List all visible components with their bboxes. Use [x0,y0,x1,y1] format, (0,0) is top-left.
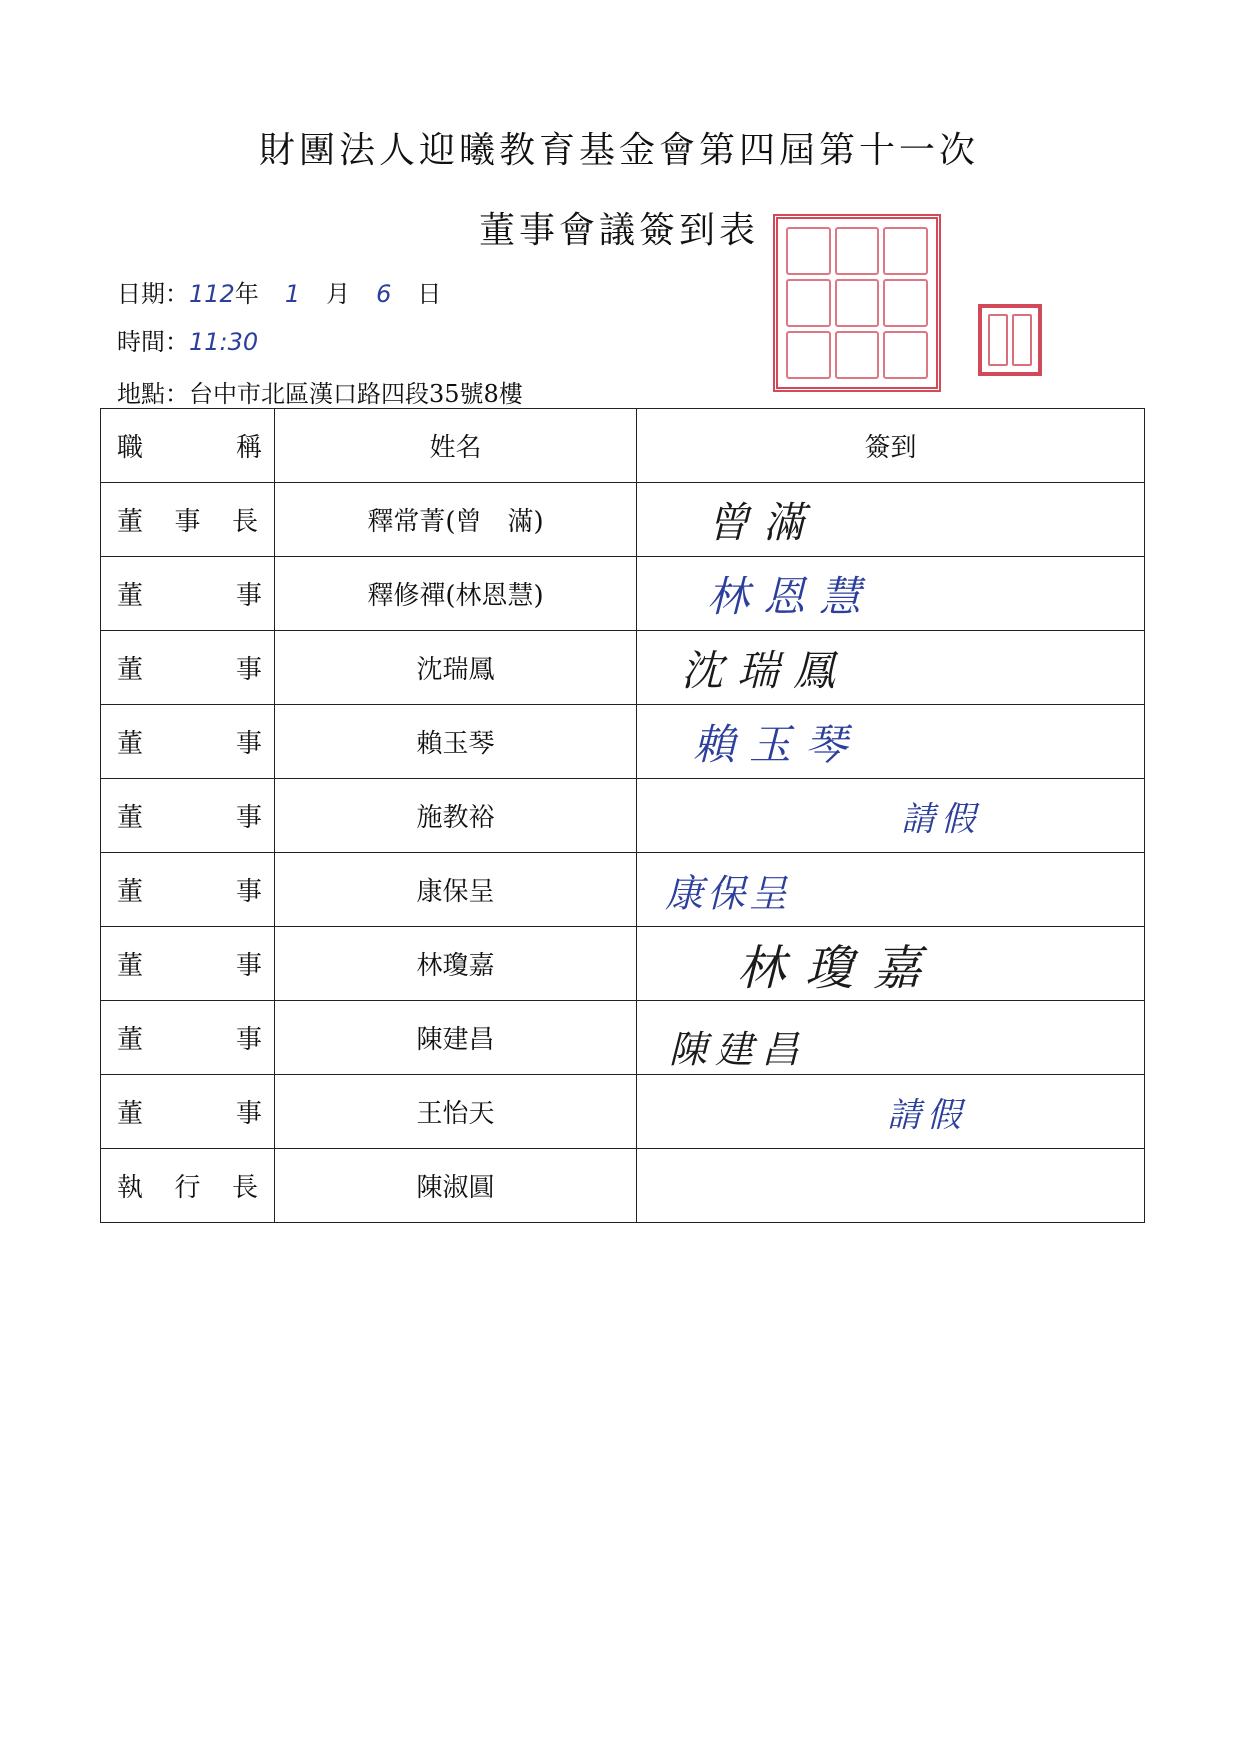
date-year: 112 [189,280,235,308]
role-cell: 董 事 [101,557,275,631]
name-cell: 林瓊嘉 [275,927,637,1001]
name-cell: 康保呈 [275,853,637,927]
table-row [101,853,1145,927]
table-row [101,1001,1145,1075]
role-cell: 董 事 [101,1001,275,1075]
table-row [101,557,1145,631]
handwritten-signature: 曾滿 [707,497,820,547]
meeting-time [117,322,258,357]
date-day: 6 [376,280,392,308]
month-unit: 月 [326,280,351,308]
attendance-table [100,408,1145,1223]
place-value: 台中市北區漢口路四段35號8樓 [189,380,523,408]
name-cell: 陳建昌 [275,1001,637,1075]
table-row [101,927,1145,1001]
table-row [101,1075,1145,1149]
meeting-place [117,374,523,409]
role-cell: 董 事 [101,705,275,779]
chairperson-seal-icon [978,304,1042,376]
name-cell: 賴玉琴 [275,705,637,779]
role-cell: 執 行 長 [101,1149,275,1223]
time-label: 時間： [117,328,189,356]
role-cell: 董 事 [101,1075,275,1149]
handwritten-signature: 沈瑞鳳 [681,645,850,695]
signature-cell [637,1149,1145,1223]
document-title: 財團法人迎曦教育基金會第四屆第十一次 [258,130,979,171]
signature-cell [637,631,1145,705]
signature-cell [637,1075,1145,1149]
role-cell: 董 事 [101,779,275,853]
document-subtitle: 董事會議簽到表 [478,210,759,251]
table-row [101,705,1145,779]
table-row [101,483,1145,557]
handwritten-signature: 林瓊嘉 [737,940,942,996]
name-cell: 釋修禪(林恩慧) [275,557,637,631]
signature-cell [637,927,1145,1001]
signature-cell [637,705,1145,779]
role-cell: 董 事 長 [101,483,275,557]
place-label: 地點： [117,380,189,408]
role-cell: 董 事 [101,853,275,927]
meeting-date [117,274,441,309]
table-row [101,779,1145,853]
table-row [101,1149,1145,1223]
leave-note: 請假 [901,799,981,839]
leave-note: 請假 [887,1095,967,1135]
handwritten-signature: 康保呈 [665,871,792,915]
date-label: 日期： [117,280,189,308]
header-signature: 簽到 [637,409,1145,483]
role-cell: 董 事 [101,927,275,1001]
handwritten-signature: 林恩慧 [707,571,876,621]
signature-cell [637,557,1145,631]
name-cell: 陳淑圓 [275,1149,637,1223]
signature-cell [637,779,1145,853]
table-header-row [101,409,1145,483]
time-value: 11:30 [189,328,259,356]
handwritten-signature: 賴玉琴 [693,719,862,769]
signature-cell [637,853,1145,927]
day-unit: 日 [417,280,442,308]
header-role: 職 稱 [101,409,275,483]
header-name: 姓名 [275,409,637,483]
role-cell: 董 事 [101,631,275,705]
signature-cell [637,483,1145,557]
signature-cell [637,1001,1145,1075]
year-unit: 年 [234,280,259,308]
name-cell: 施教裕 [275,779,637,853]
handwritten-signature: 陳建昌 [669,1027,808,1072]
name-cell: 釋常菁(曾 滿) [275,483,637,557]
foundation-seal-icon [773,214,941,392]
date-month: 1 [284,280,301,308]
name-cell: 沈瑞鳳 [275,631,637,705]
name-cell: 王怡天 [275,1075,637,1149]
table-row [101,631,1145,705]
